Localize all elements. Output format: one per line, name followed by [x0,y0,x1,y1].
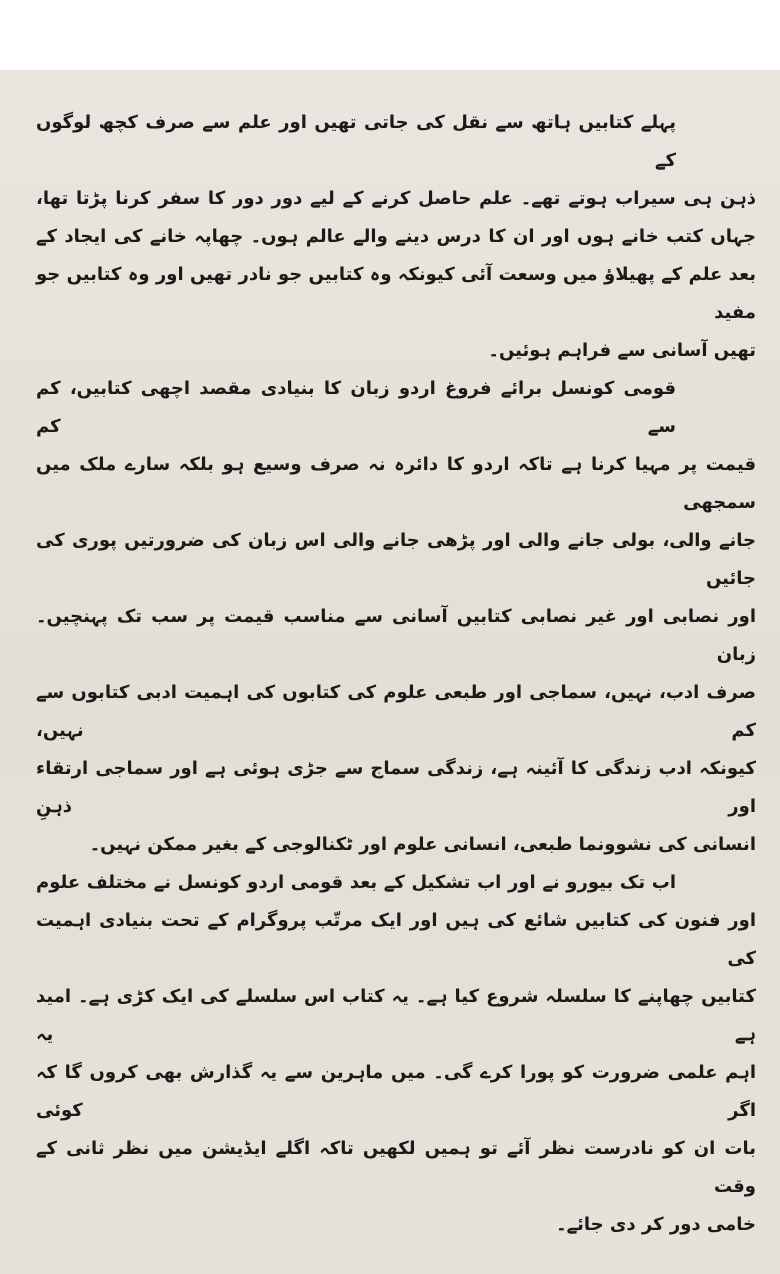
text-line: کیونکہ ادب زندگی کا آئینہ ہے، زندگی سماج سے جڑی ہوئی ہے اور سماجی ارتقاء اور ذہنِ [36,758,756,817]
text-line: اور نصابی اور غیر نصابی کتابیں آسانی سے مناسب قیمت پر سب تک پہنچیں۔ زبان [36,606,756,665]
text-line: بات ان کو نادرست نظر آئے تو ہمیں لکھیں تاکہ اگلے ایڈیشن میں نظر ثانی کے وقت [36,1138,756,1197]
text-line: قومی کونسل برائے فروغ اردو زبان کا بنیادی مقصد اچھی کتابیں، کم سے کم [36,378,676,437]
text-line: اور فنون کی کتابیں شائع کی ہیں اور ایک مرتّب پروگرام کے تحت بنیادی اہمیت کی [36,910,756,969]
text-line: پہلے کتابیں ہاتھ سے نقل کی جاتی تھیں اور علم سے صرف کچھ لوگوں کے [36,112,676,171]
text-line: قیمت پر مہیا کرنا ہے تاکہ اردو کا دائرہ نہ صرف وسیع ہو بلکہ سارے ملک میں سمجھی [36,454,756,513]
text-line: اب تک بیورو نے اور اب تشکیل کے بعد قومی اردو کونسل نے مختلف علوم [36,872,676,893]
text-line: خامی دور کر دی جائے۔ [556,1214,756,1235]
text-line: تھیں آسانی سے فراہم ہوئیں۔ [488,340,756,361]
text-line: کتابیں چھاپنے کا سلسلہ شروع کیا ہے۔ یہ کتاب اس سلسلے کی ایک کڑی ہے۔ امید ہے یہ [36,986,756,1045]
text-line: بعد علم کے پھیلاؤ میں وسعت آئی کیونکہ وہ کتابیں جو نادر تھیں اور وہ کتابیں جو مفید [36,264,756,323]
text-line: اہم علمی ضرورت کو پورا کرے گی۔ میں ماہرین سے یہ گذارش بھی کروں گا کہ اگر کوئی [36,1062,756,1121]
text-line: جانے والی، بولی جانے والی اور پڑھی جانے والی اس زبان کی ضرورتیں پوری کی جائیں [36,530,756,589]
text-line: ذہن ہی سیراب ہوتے تھے۔ علم حاصل کرنے کے لیے دور دور کا سفر کرنا پڑتا تھا، [36,188,756,209]
scanned-page [0,70,780,1274]
text-line: جہاں کتب خانے ہوں اور ان کا درس دینے والے عالم ہوں۔ چھاپہ خانے کی ایجاد کے [36,226,756,247]
text-line: انسانی کی نشوونما طبعی، انسانی علوم اور ٹکنالوجی کے بغیر ممکن نہیں۔ [89,834,756,855]
page-text [36,104,756,1244]
text-line: صرف ادب، نہیں، سماجی اور طبعی علوم کی کتابوں کی اہمیت ادبی کتابوں سے کم نہیں، [36,682,756,741]
